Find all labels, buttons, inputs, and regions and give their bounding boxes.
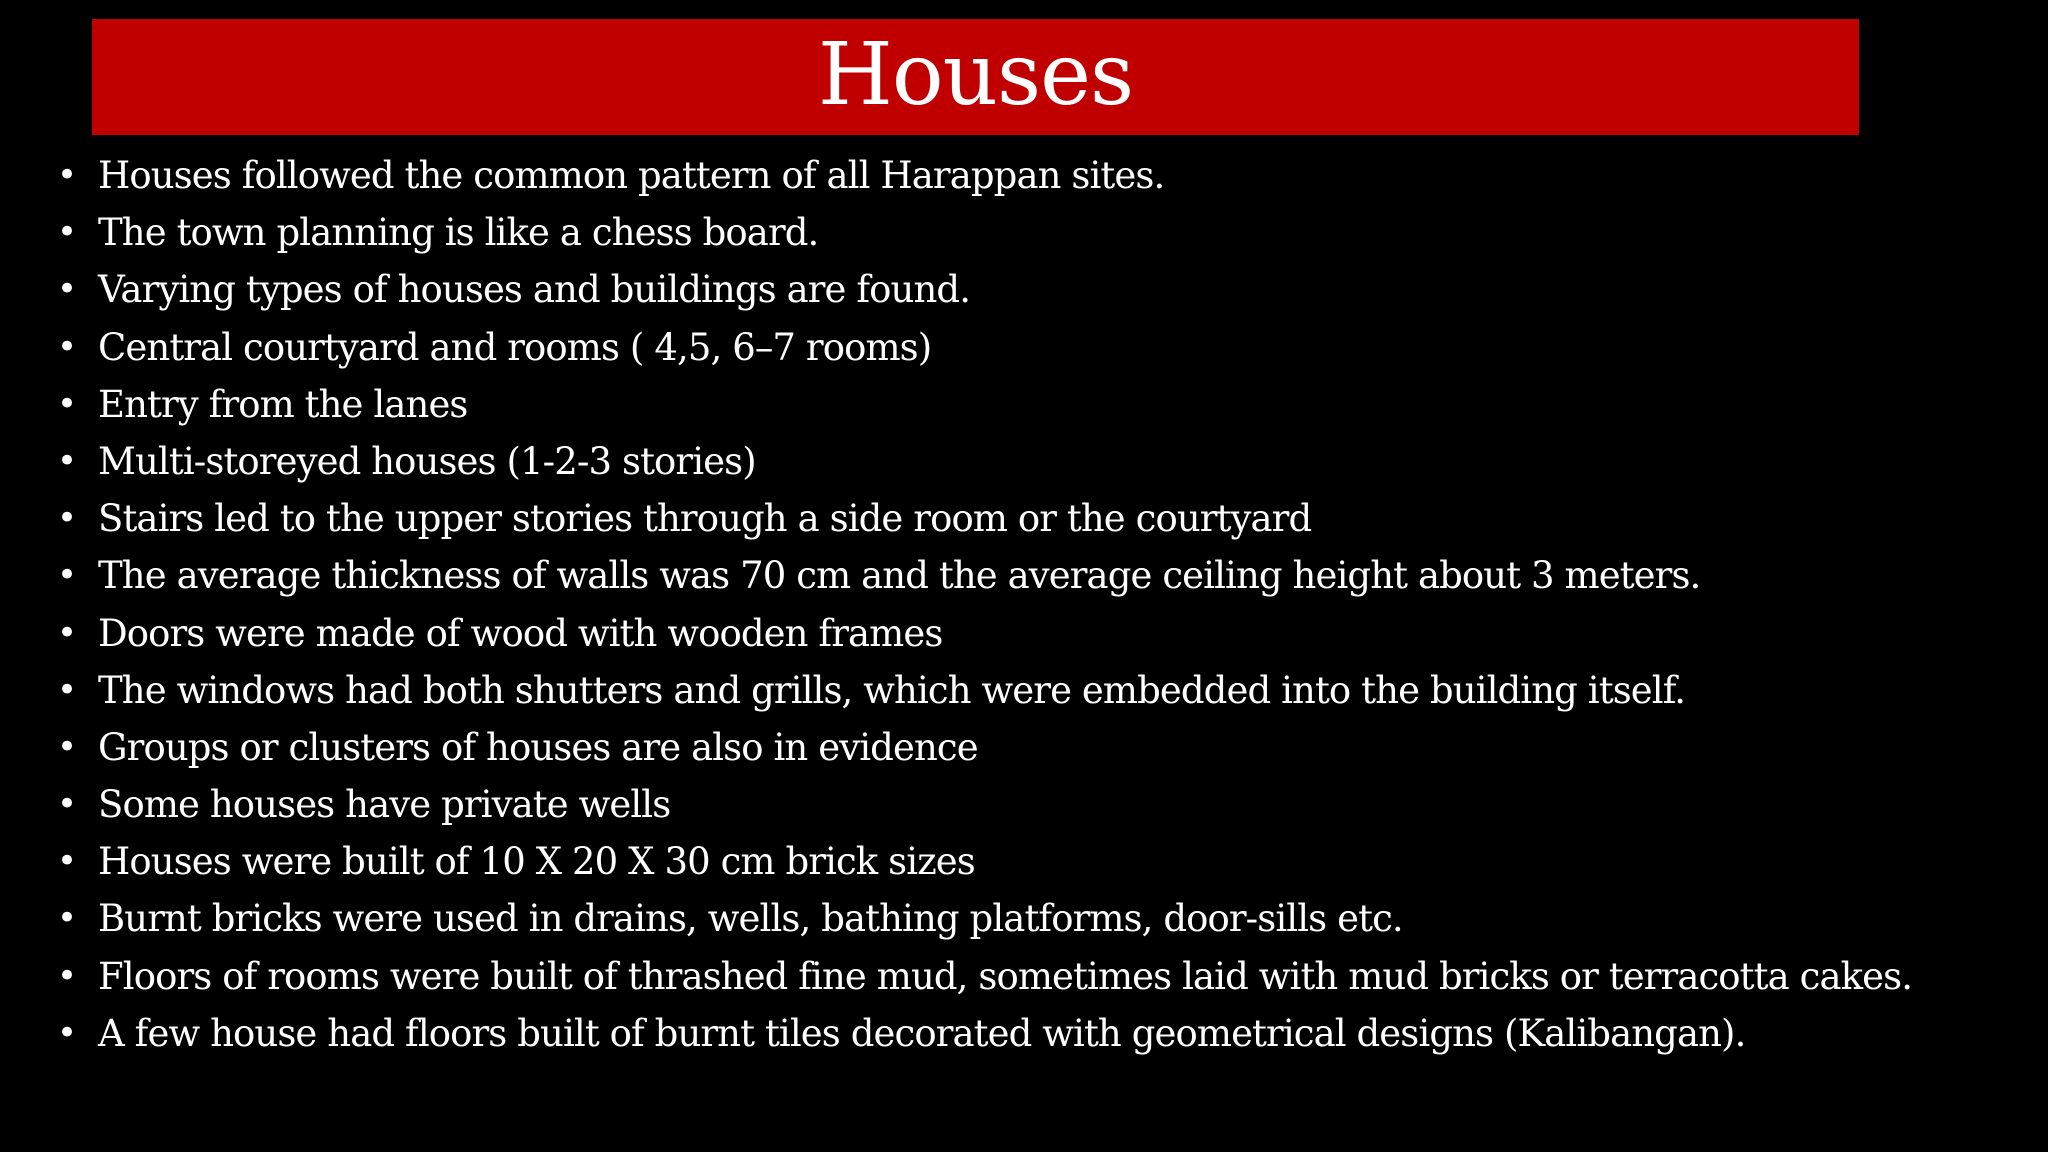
bullet-icon: •	[57, 383, 77, 424]
bullet-text: Doors were made of wood with wooden frames	[98, 611, 943, 655]
bullet-item	[0, 204, 2048, 261]
bullet-text: Varying types of houses and buildings are found.	[98, 268, 971, 312]
bullet-text: Stairs led to the upper stories through a side room or the courtyard	[98, 497, 1312, 541]
bullet-icon: •	[57, 326, 77, 367]
bullet-item	[0, 261, 2048, 318]
bullet-text: Houses followed the common pattern of all Harappan sites.	[98, 154, 1165, 197]
bullet-icon: •	[57, 669, 77, 710]
bullet-icon: •	[57, 498, 77, 539]
bullet-item	[0, 147, 2048, 204]
bullet-icon: •	[57, 841, 77, 882]
bullet-text: A few house had floors built of burnt tiles decorated with geometrical designs (Kalibangan).	[98, 1011, 1746, 1055]
bullet-item	[0, 433, 2048, 490]
bullet-item	[0, 605, 2048, 662]
bullet-item	[0, 376, 2048, 433]
bullet-item	[0, 1005, 2048, 1062]
bullet-icon: •	[57, 726, 77, 767]
bullet-icon: •	[57, 955, 77, 996]
bullet-item	[0, 547, 2048, 604]
bullet-item	[0, 833, 2048, 890]
slide-title: Houses	[817, 25, 1134, 125]
bullet-text: The average thickness of walls was 70 cm and the average ceiling height about 3 meters.	[98, 554, 1701, 598]
bullet-icon: •	[57, 898, 77, 939]
bullet-item	[0, 719, 2048, 776]
bullet-item	[0, 490, 2048, 547]
bullet-icon: •	[57, 269, 77, 310]
bullet-item	[0, 662, 2048, 719]
bullet-list	[0, 147, 2048, 1062]
bullet-text: Groups or clusters of houses are also in evidence	[98, 725, 978, 769]
bullet-text: Some houses have private wells	[98, 783, 671, 827]
bullet-text: Burnt bricks were used in drains, wells, bathing platforms, door-sills etc.	[98, 897, 1403, 941]
bullet-icon: •	[57, 1012, 77, 1053]
bullet-text: The town planning is like a chess board.	[98, 211, 819, 255]
bullet-text: Central courtyard and rooms ( 4,5, 6–7 rooms)	[98, 325, 932, 369]
bullet-icon: •	[57, 440, 77, 481]
title-banner	[92, 19, 1859, 135]
bullet-icon: •	[57, 555, 77, 596]
bullet-text: Multi-storeyed houses (1-2-3 stories)	[98, 439, 756, 483]
bullet-text: Entry from the lanes	[98, 382, 468, 426]
bullet-text: Floors of rooms were built of thrashed fine mud, sometimes laid with mud bricks or terracotta cakes.	[98, 954, 1913, 998]
bullet-item	[0, 776, 2048, 833]
bullet-item	[0, 948, 2048, 1005]
bullet-item	[0, 890, 2048, 947]
bullet-icon: •	[57, 784, 77, 825]
bullet-icon: •	[57, 212, 77, 253]
bullet-icon: •	[57, 612, 77, 653]
bullet-text: Houses were built of 10 X 20 X 30 cm brick sizes	[98, 840, 975, 884]
bullet-text: The windows had both shutters and grills, which were embedded into the building itself.	[98, 668, 1686, 712]
bullet-item	[0, 319, 2048, 376]
bullet-icon: •	[57, 155, 77, 195]
